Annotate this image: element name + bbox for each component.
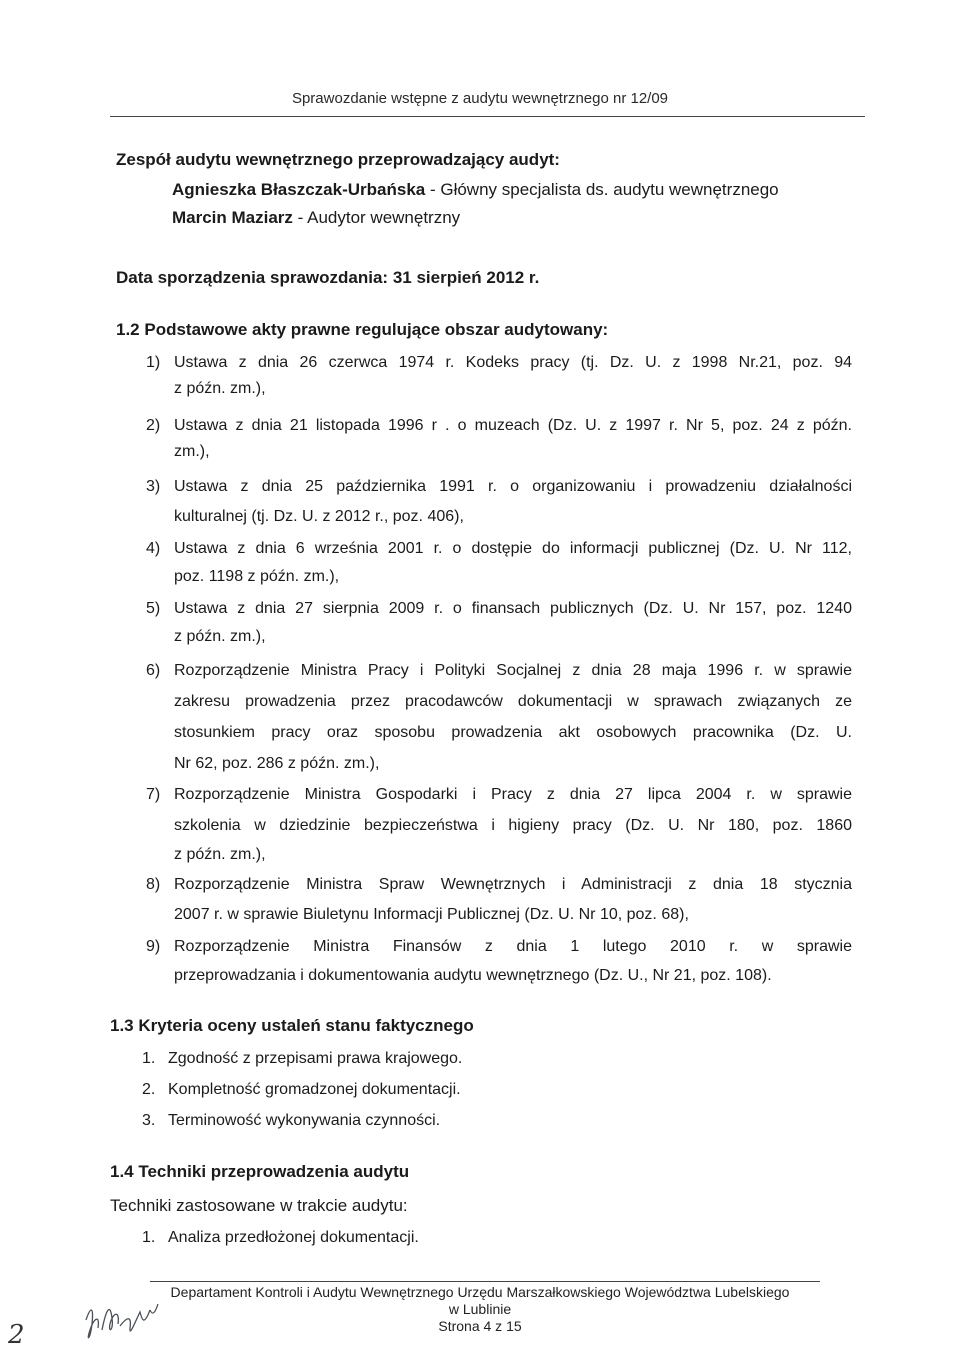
act-7-line-1: Rozporządzenie Ministra Gospodarki i Pracy z dnia 27 lipca 2004 r. w sprawie — [174, 786, 852, 803]
footer-department: Departament Kontroli i Audytu Wewnętrznego Urzędu Marszałkowskiego Województwa Lubelskiego — [170, 1284, 790, 1300]
act-3-number: 3) — [146, 478, 161, 495]
header-rule — [110, 116, 865, 117]
technique-1-text: Analiza przedłożonej dokumentacji. — [168, 1229, 419, 1246]
act-7-line-3: z późn. zm.), — [174, 846, 266, 863]
act-6-number: 6) — [146, 662, 161, 679]
act-5-line-1: Ustawa z dnia 27 sierpnia 2009 r. o finansach publicznych (Dz. U. Nr 157, poz. 1240 — [174, 600, 852, 617]
footer-page-number: Strona 4 z 15 — [438, 1318, 522, 1334]
footer-rule — [150, 1281, 820, 1282]
act-8-line-2: 2007 r. w sprawie Biuletynu Informacji Publicznej (Dz. U. Nr 10, poz. 68), — [174, 906, 689, 923]
act-2-line-2: zm.), — [174, 443, 210, 460]
act-8-line-1: Rozporządzenie Ministra Spraw Wewnętrznych i Administracji z dnia 18 stycznia — [174, 876, 852, 893]
criterion-1-number: 1. — [142, 1050, 156, 1067]
team-member-2 — [172, 208, 460, 228]
report-date-value: 31 sierpień 2012 r. — [392, 268, 540, 287]
act-5-number: 5) — [146, 600, 161, 617]
member-2-name: Marcin Maziarz — [172, 208, 293, 227]
criterion-2-number: 2. — [142, 1081, 156, 1098]
act-9-line-1: Rozporządzenie Ministra Finansów z dnia 1 lutego 2010 r. w sprawie — [174, 938, 852, 955]
member-1-name: Agnieszka Błaszczak-Urbańska — [172, 180, 426, 199]
act-6-line-3: stosunkiem pracy oraz sposobu prowadzenia akt osobowych pracownika (Dz. U. — [174, 724, 852, 741]
act-9-number: 9) — [146, 938, 161, 955]
running-header: Sprawozdanie wstępne z audytu wewnętrznego nr 12/09 — [291, 90, 669, 107]
criterion-3-number: 3. — [142, 1112, 156, 1129]
act-4-line-2: poz. 1198 z późn. zm.), — [174, 568, 340, 585]
handwritten-margin-number: 2 — [8, 1320, 25, 1350]
act-1-number: 1) — [146, 354, 161, 371]
act-4-line-1: Ustawa z dnia 6 września 2001 r. o dostępie do informacji publicznej (Dz. U. Nr 112, — [174, 540, 852, 557]
act-8-number: 8) — [146, 876, 161, 893]
act-9-line-2: przeprowadzania i dokumentowania audytu wewnętrznego (Dz. U., Nr 21, poz. 108). — [174, 967, 772, 984]
act-7-line-2: szkolenia w dziedzinie bezpieczeństwa i higieny pracy (Dz. U. Nr 180, poz. 1860 — [174, 817, 852, 834]
criterion-3-text: Terminowość wykonywania czynności. — [168, 1112, 441, 1129]
technique-1-number: 1. — [142, 1229, 156, 1246]
criterion-2-text: Kompletność gromadzonej dokumentacji. — [168, 1081, 461, 1098]
act-5-line-2: z późn. zm.), — [174, 628, 266, 645]
handwritten-initials — [80, 1290, 170, 1350]
footer-city: w Lublinie — [448, 1301, 512, 1317]
act-2-line-1: Ustawa z dnia 21 listopada 1996 r . o muzeach (Dz. U. z 1997 r. Nr 5, poz. 24 z późn. — [174, 417, 852, 434]
act-3-line-1: Ustawa z dnia 25 października 1991 r. o organizowaniu i prowadzeniu działalności — [174, 478, 852, 495]
criterion-1-text: Zgodność z przepisami prawa krajowego. — [168, 1050, 463, 1067]
team-member-1 — [172, 180, 779, 200]
act-6-line-4: Nr 62, poz. 286 z późn. zm.), — [174, 755, 380, 772]
act-4-number: 4) — [146, 540, 161, 557]
act-7-number: 7) — [146, 786, 161, 803]
techniques-intro: Techniki zastosowane w trakcie audytu: — [110, 1196, 408, 1215]
act-2-number: 2) — [146, 417, 161, 434]
act-6-line-2: zakresu prowadzenia przez pracodawców dokumentacji w sprawach związanych ze — [174, 693, 852, 710]
member-2-role: - Audytor wewnętrzny — [292, 208, 461, 227]
member-1-role: - Główny specjalista ds. audytu wewnętrznego — [425, 180, 779, 199]
act-3-line-2: kulturalnej (tj. Dz. U. z 2012 r., poz. 406), — [174, 508, 464, 525]
section-1-2-title: 1.2 Podstawowe akty prawne regulujące obszar audytowany: — [116, 320, 609, 339]
team-heading: Zespół audytu wewnętrznego przeprowadzający audyt: — [116, 150, 560, 169]
report-date-label: Data sporządzenia sprawozdania: — [116, 268, 389, 287]
section-1-3-title: 1.3 Kryteria oceny ustaleń stanu faktycznego — [110, 1016, 474, 1035]
report-date — [116, 268, 539, 288]
act-1-line-2: z późn. zm.), — [174, 380, 266, 397]
section-1-4-title: 1.4 Techniki przeprowadzenia audytu — [110, 1162, 410, 1181]
act-6-line-1: Rozporządzenie Ministra Pracy i Polityki Socjalnej z dnia 28 maja 1996 r. w sprawie — [174, 662, 852, 679]
act-1-line-1: Ustawa z dnia 26 czerwca 1974 r. Kodeks pracy (tj. Dz. U. z 1998 Nr.21, poz. 94 — [174, 354, 852, 371]
